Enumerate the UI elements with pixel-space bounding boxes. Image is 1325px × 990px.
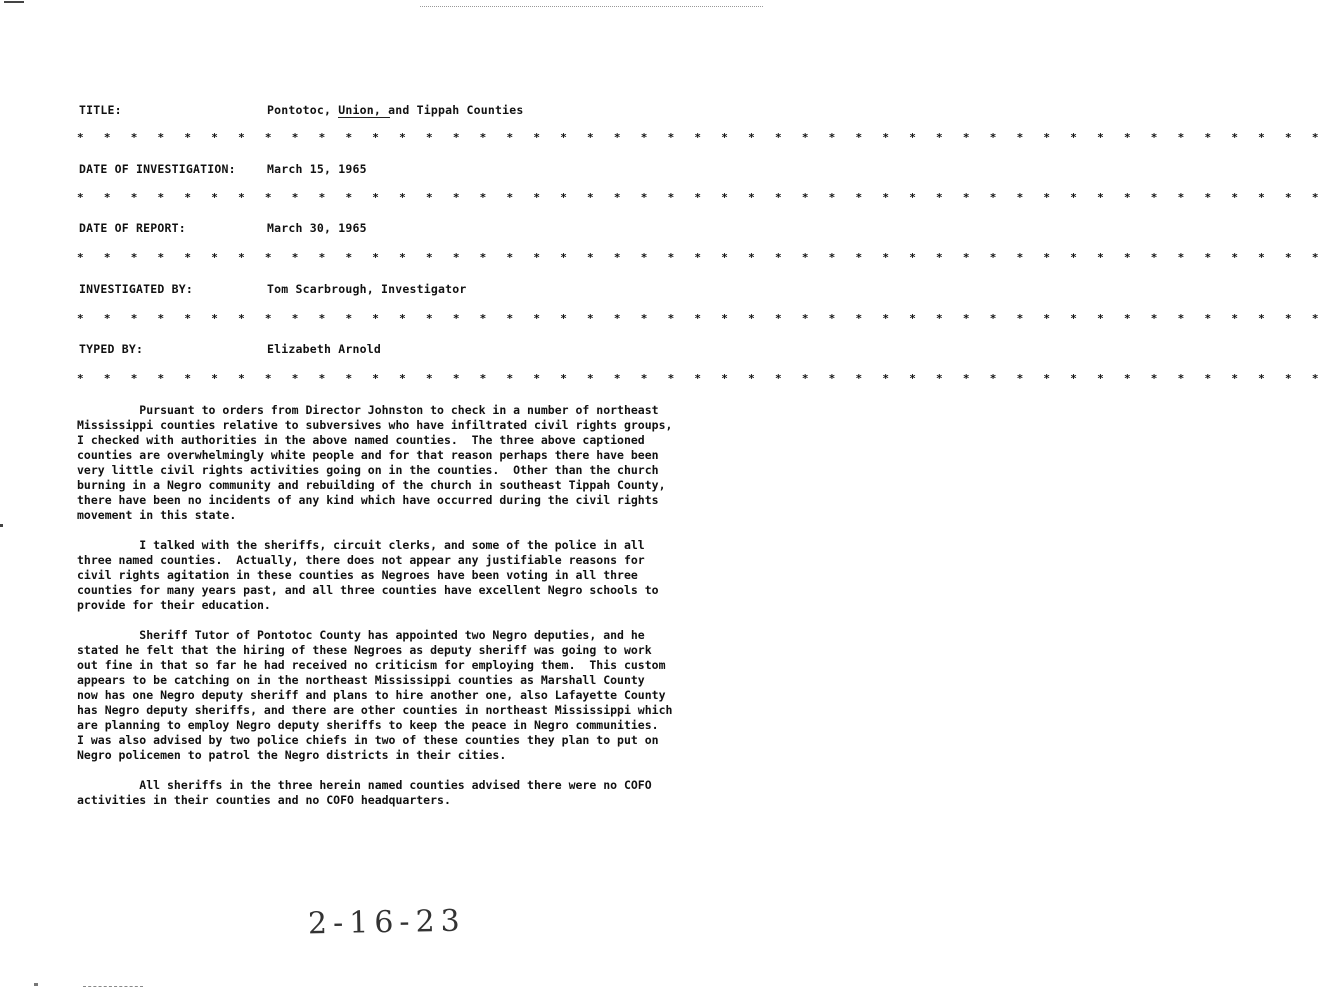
scan-mark — [0, 524, 3, 527]
paragraph-line: burning in a Negro community and rebuilding of the church in southeast Tippah County, — [77, 478, 666, 492]
handwritten-note: 2-16-23 — [307, 903, 467, 942]
paragraph-4 — [77, 778, 727, 808]
paragraph-line: now has one Negro deputy sheriff and plans to hire another one, also Lafayette County — [77, 688, 666, 702]
paragraph-line: are planning to employ Negro deputy sheriffs to keep the peace in Negro communities. — [77, 718, 659, 732]
investigated-by-label: INVESTIGATED BY: — [79, 282, 193, 296]
date-report-value: March 30, 1965 — [267, 221, 367, 235]
handwritten-underline — [338, 117, 390, 118]
scan-mark — [4, 1, 24, 3]
separator-line: * * * * * * * * * * * * * * * * * * * * * * * * * * * * * * * * * * * * * * * * * * * * * * * — [77, 312, 1325, 325]
scan-dashed-mark — [83, 986, 143, 989]
paragraph-line: out fine in that so far he had received no criticism for employing them. This custom — [77, 658, 666, 672]
paragraph-line: Sheriff Tutor of Pontotoc County has appointed two Negro deputies, and he — [77, 628, 645, 642]
scan-mark — [34, 983, 38, 986]
date-investigation-label: DATE OF INVESTIGATION: — [79, 162, 236, 176]
paragraph-line: activities in their counties and no COFO headquarters. — [77, 793, 451, 807]
paragraph-line: I talked with the sheriffs, circuit clerks, and some of the police in all — [77, 538, 645, 552]
paragraph-line: has Negro deputy sheriffs, and there are other counties in northeast Mississippi which — [77, 703, 673, 717]
paragraph-line: stated he felt that the hiring of these Negroes as deputy sheriff was going to work — [77, 643, 652, 657]
separator-line: * * * * * * * * * * * * * * * * * * * * * * * * * * * * * * * * * * * * * * * * * * * * * * * — [77, 372, 1325, 385]
paragraph-2 — [77, 538, 727, 613]
paragraph-line: there have been no incidents of any kind which have occurred during the civil rights — [77, 493, 659, 507]
separator-line: * * * * * * * * * * * * * * * * * * * * * * * * * * * * * * * * * * * * * * * * * * * * * * * — [77, 191, 1325, 204]
paragraph-line: Negro policemen to patrol the Negro districts in their cities. — [77, 748, 507, 762]
date-report-label: DATE OF REPORT: — [79, 221, 186, 235]
separator-line: * * * * * * * * * * * * * * * * * * * * * * * * * * * * * * * * * * * * * * * * * * * * * * * — [77, 251, 1325, 264]
title-value: Pontotoc, Union, and Tippah Counties — [267, 103, 524, 117]
separator-line: * * * * * * * * * * * * * * * * * * * * * * * * * * * * * * * * * * * * * * * * * * * * * * * — [77, 131, 1325, 144]
paragraph-line: three named counties. Actually, there does not appear any justifiable reasons for — [77, 553, 645, 567]
paragraph-line: movement in this state. — [77, 508, 237, 522]
paragraph-line: I checked with authorities in the above named counties. The three above captioned — [77, 433, 645, 447]
paragraph-line: Pursuant to orders from Director Johnston to check in a number of northeast — [77, 403, 659, 417]
investigated-by-value: Tom Scarbrough, Investigator — [267, 282, 467, 296]
typed-by-label: TYPED BY: — [79, 342, 144, 356]
paragraph-line: civil rights agitation in these counties as Negroes have been voting in all three — [77, 568, 638, 582]
paragraph-line: All sheriffs in the three herein named counties advised there were no COFO — [77, 778, 652, 792]
paragraph-line: appears to be catching on in the northeast Mississippi counties as Marshall County — [77, 673, 645, 687]
typed-by-value: Elizabeth Arnold — [267, 342, 381, 356]
paragraph-line: counties are overwhelmingly white people and for that reason perhaps there have been — [77, 448, 659, 462]
date-investigation-value: March 15, 1965 — [267, 162, 367, 176]
paragraph-3 — [77, 628, 727, 763]
paragraph-1 — [77, 403, 727, 523]
paragraph-line: provide for their education. — [77, 598, 271, 612]
paragraph-line: I was also advised by two police chiefs in two of these counties they plan to put on — [77, 733, 659, 747]
scan-dotted-line — [420, 0, 763, 7]
title-label: TITLE: — [79, 103, 122, 117]
paragraph-line: counties for many years past, and all three counties have excellent Negro schools to — [77, 583, 659, 597]
paragraph-line: very little civil rights activities going on in the counties. Other than the church — [77, 463, 659, 477]
paragraph-line: Mississippi counties relative to subversives who have infiltrated civil rights groups, — [77, 418, 673, 432]
